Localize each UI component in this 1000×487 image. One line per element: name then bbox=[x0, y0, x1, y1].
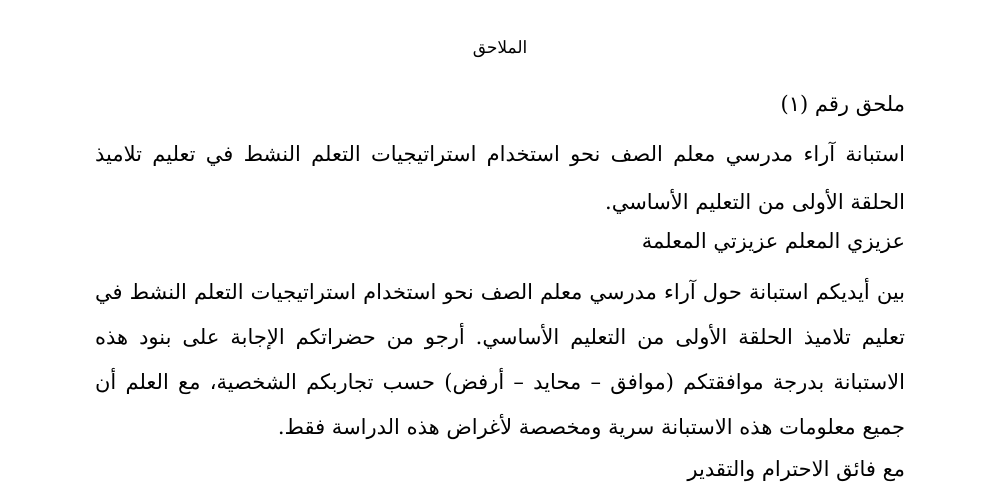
greeting-line: عزيزي المعلم عزيزتي المعلمة bbox=[641, 229, 905, 253]
appendices-heading: الملاحق bbox=[472, 38, 528, 58]
annex-title: ملحق رقم (١) bbox=[780, 92, 905, 116]
closing-line: مع فائق الاحترام والتقدير bbox=[687, 457, 905, 481]
survey-title: استبانة آراء مدرسي معلم الصف نحو استخدام استراتيجيات التعلم النشط في تعليم تلاميذ الحلقة الأولى من التعليم الأساسي. bbox=[95, 142, 905, 214]
intro-paragraph: بين أيديكم استبانة حول آراء مدرسي معلم الصف نحو استخدام استراتيجيات التعلم النشط في تعليم تلاميذ الحلقة الأولى من التعليم الأساسي. أرجو من حضراتكم الإجابة على بنود هذه الاستبانة بدرجة موافقتكم (موافق – محايد – أرفض) حسب تجاربكم الشخصية، مع العلم أن جميع معلومات هذه الاستبانة سرية ومخصصة لأغراض هذه الدراسة فقط. bbox=[95, 280, 905, 439]
